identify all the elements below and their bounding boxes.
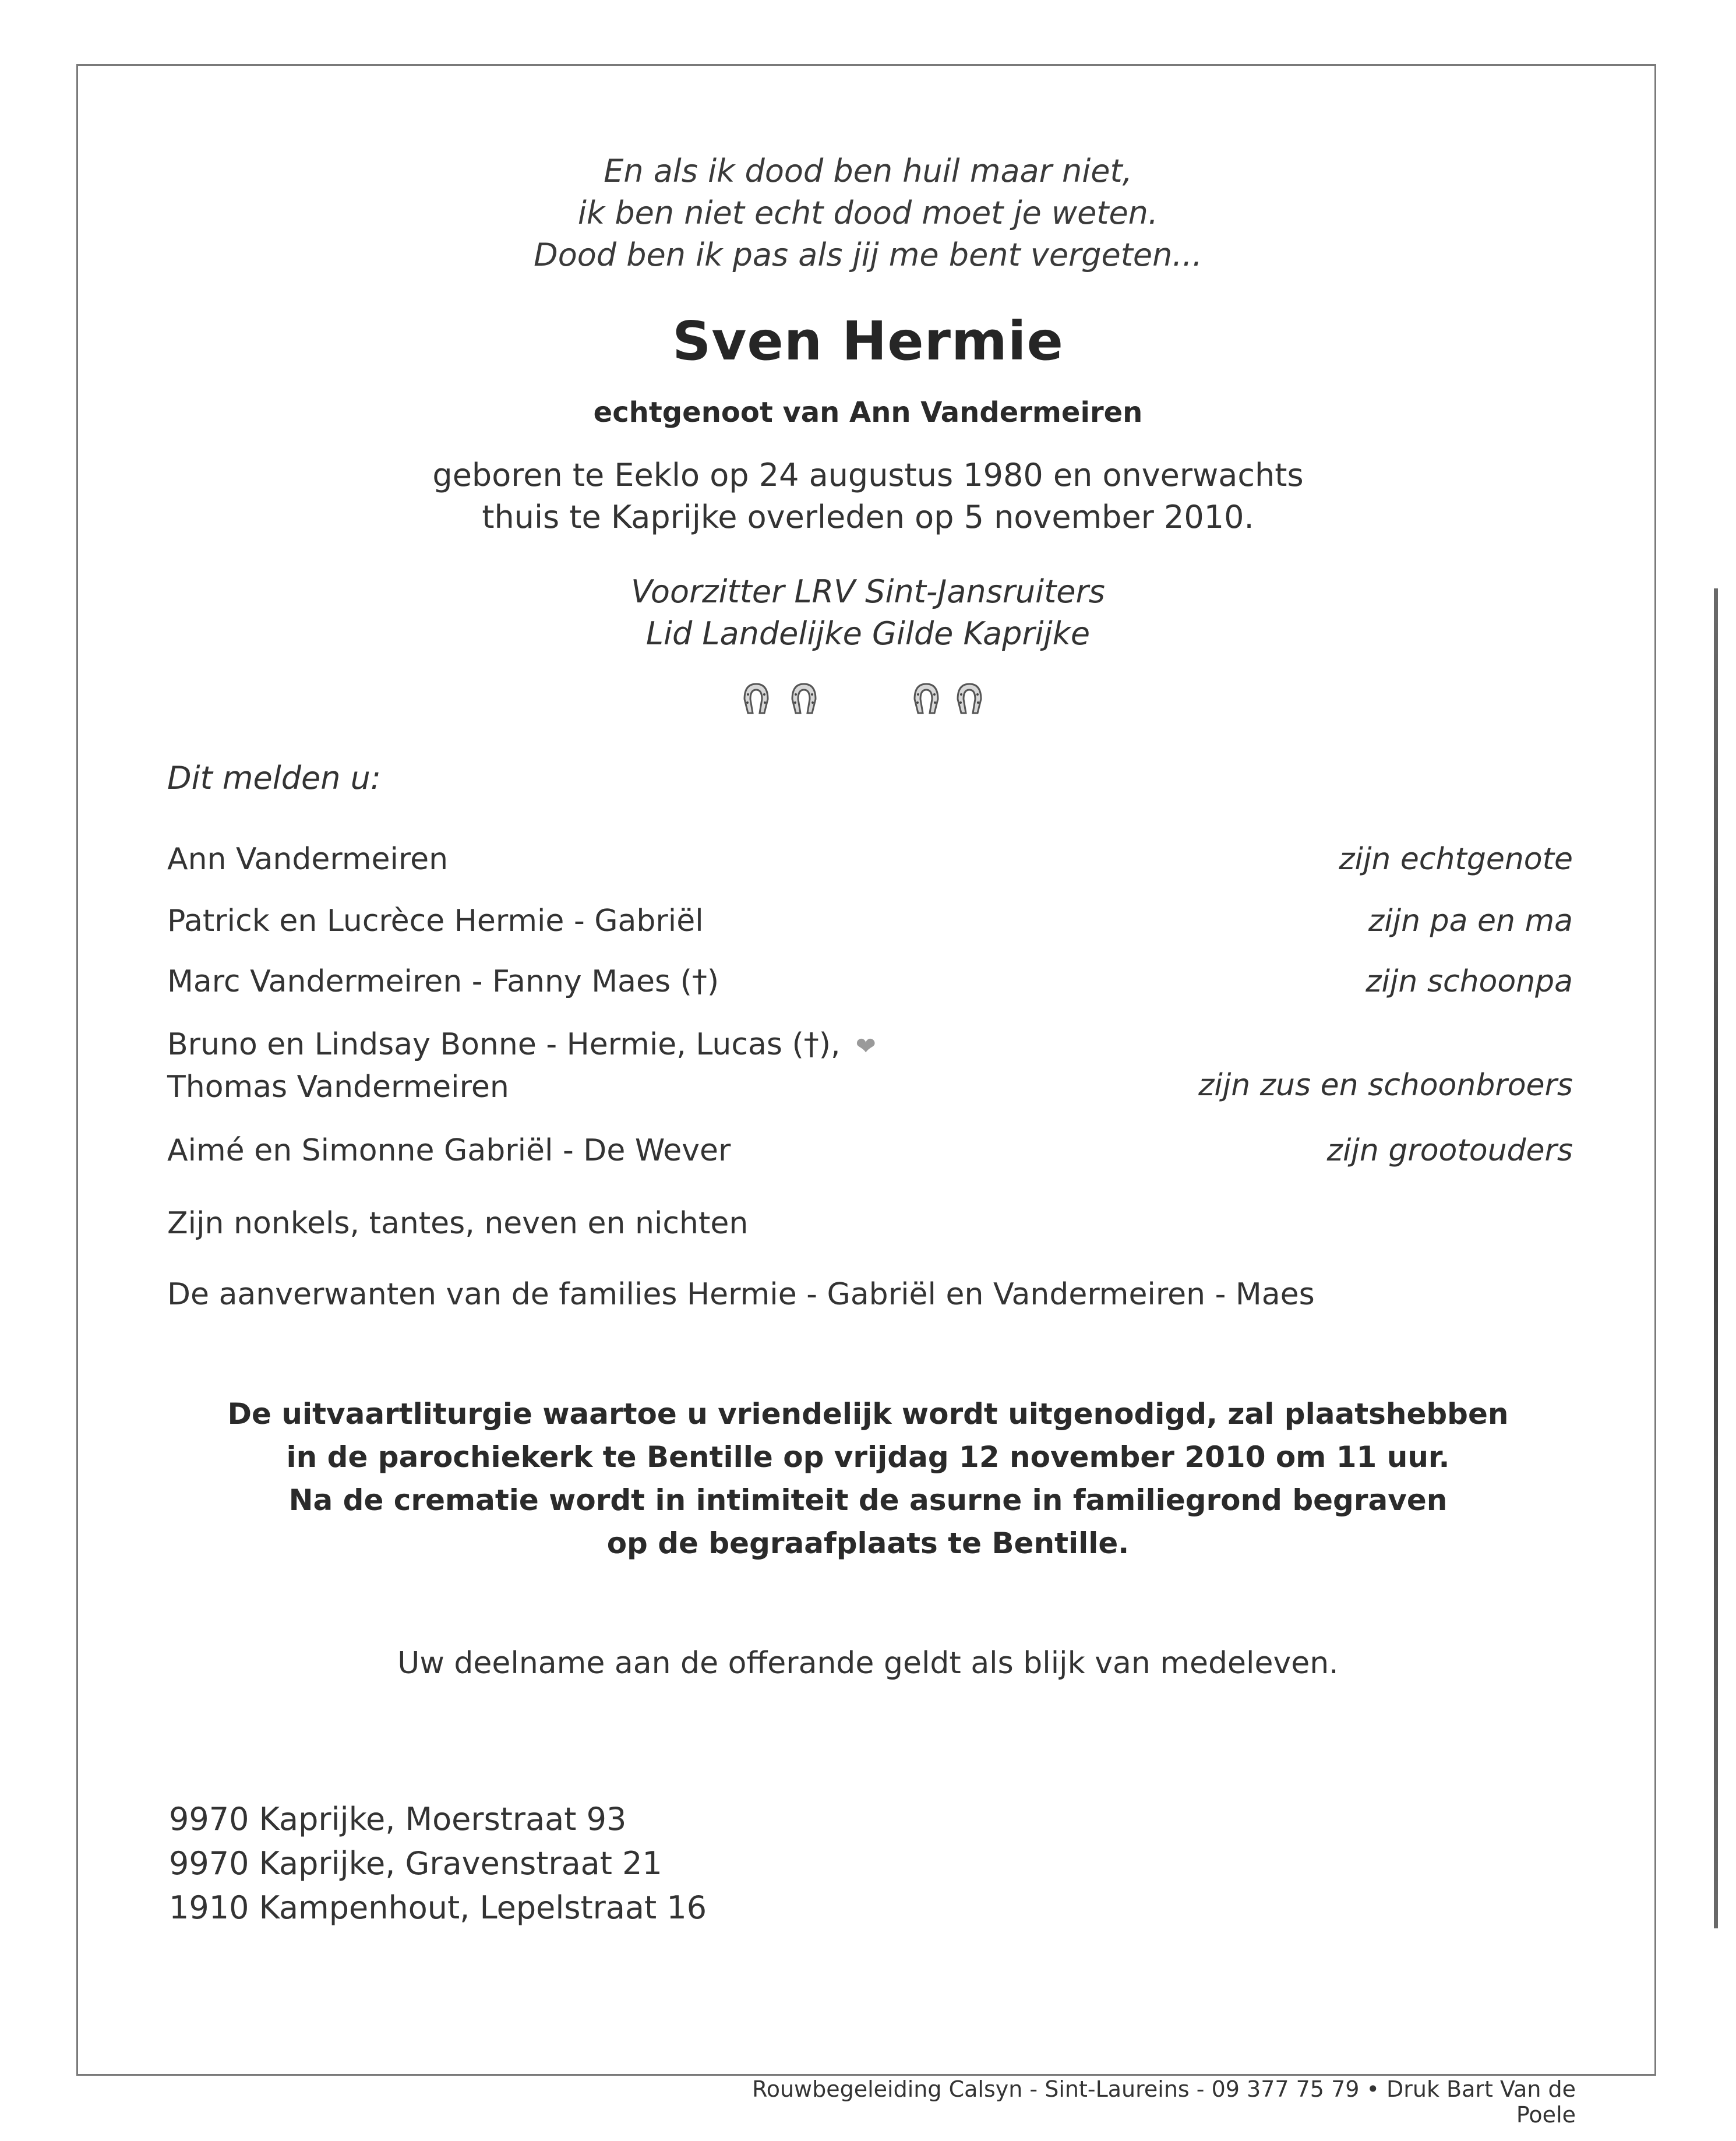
family-member: Aimé en Simonne Gabriël - De Wever — [167, 1133, 731, 1168]
horseshoe-icon — [742, 682, 770, 715]
family-member: Patrick en Lucrèce Hermie - Gabriël — [167, 904, 704, 939]
poem-line: En als ik dood ben huil maar niet, — [604, 153, 1132, 189]
family-relation: zijn schoonpa — [1365, 964, 1573, 999]
poem-line: ik ben niet echt dood moet je weten. — [577, 195, 1159, 231]
announcement-intro: Dit melden u: — [167, 760, 382, 796]
scan-edge-shadow — [1714, 588, 1718, 1928]
relatives-line: De aanverwanten van de families Hermie - Gabriël en Vandermeiren - Maes — [167, 1277, 1315, 1312]
horseshoe-icon — [955, 682, 983, 715]
family-relation: zijn grootouders — [1326, 1133, 1573, 1168]
family-relation: zijn pa en ma — [1368, 904, 1573, 939]
role-line: Lid Landelijke Gilde Kaprijke — [645, 615, 1091, 652]
deceased-name: Sven Hermie — [672, 310, 1064, 372]
family-relation: zijn zus en schoonbroers — [1198, 1068, 1573, 1103]
horseshoe-icon — [912, 682, 940, 715]
address-line: 1910 Kampenhout, Lepelstraat 16 — [169, 1889, 707, 1926]
ceremony-line: in de parochiekerk te Bentille op vrijdag 12 november 2010 om 11 uur. — [286, 1440, 1450, 1474]
birth-line: geboren te Eeklo op 24 augustus 1980 en onverwachts — [432, 457, 1304, 493]
death-line: thuis te Kaprijke overleden op 5 november 2010. — [482, 499, 1254, 535]
ceremony-line: Na de crematie wordt in intimiteit de asurne in familiegrond begraven — [288, 1483, 1448, 1517]
spouse-line: echtgenoot van Ann Vandermeiren — [593, 396, 1143, 429]
address-line: 9970 Kaprijke, Moerstraat 93 — [169, 1801, 627, 1837]
poem — [0, 150, 1736, 276]
family-member-line: Thomas Vandermeiren — [167, 1070, 509, 1105]
family-row — [167, 1024, 1573, 1106]
birth-death-info — [0, 454, 1736, 538]
addresses — [169, 1797, 707, 1930]
family-member — [167, 1024, 876, 1107]
horseshoe-decoration — [0, 682, 1736, 728]
address-line: 9970 Kaprijke, Gravenstraat 21 — [169, 1845, 662, 1882]
offering-note: Uw deelname aan de offerande geldt als blijk van medeleven. — [397, 1646, 1339, 1681]
ceremony-line: De uitvaartliturgie waartoe u vriendelijk wordt uitgenodigd, zal plaatshebben — [227, 1397, 1509, 1431]
roles — [0, 571, 1736, 655]
family-member: Ann Vandermeiren — [167, 842, 449, 877]
family-member: Marc Vandermeiren - Fanny Maes (†) — [167, 964, 719, 999]
family-relation: zijn echtgenote — [1339, 842, 1573, 877]
ceremony-line: op de begraafplaats te Bentille. — [606, 1526, 1130, 1560]
poem-line: Dood ben ik pas als jij me bent vergeten... — [534, 237, 1202, 273]
relatives-line: Zijn nonkels, tantes, neven en nichten — [167, 1206, 749, 1241]
heart-icon: ❤ — [855, 1032, 876, 1060]
ceremony-info — [0, 1392, 1736, 1565]
role-line: Voorzitter LRV Sint-Jansruiters — [631, 573, 1105, 610]
family-member-line: Bruno en Lindsay Bonne - Hermie, Lucas (†), — [167, 1027, 841, 1062]
printer-footer: Rouwbegeleiding Calsyn - Sint-Laureins - 09 377 75 79 • Druk Bart Van de Poele — [752, 2076, 1576, 2128]
horseshoe-icon — [790, 682, 818, 715]
